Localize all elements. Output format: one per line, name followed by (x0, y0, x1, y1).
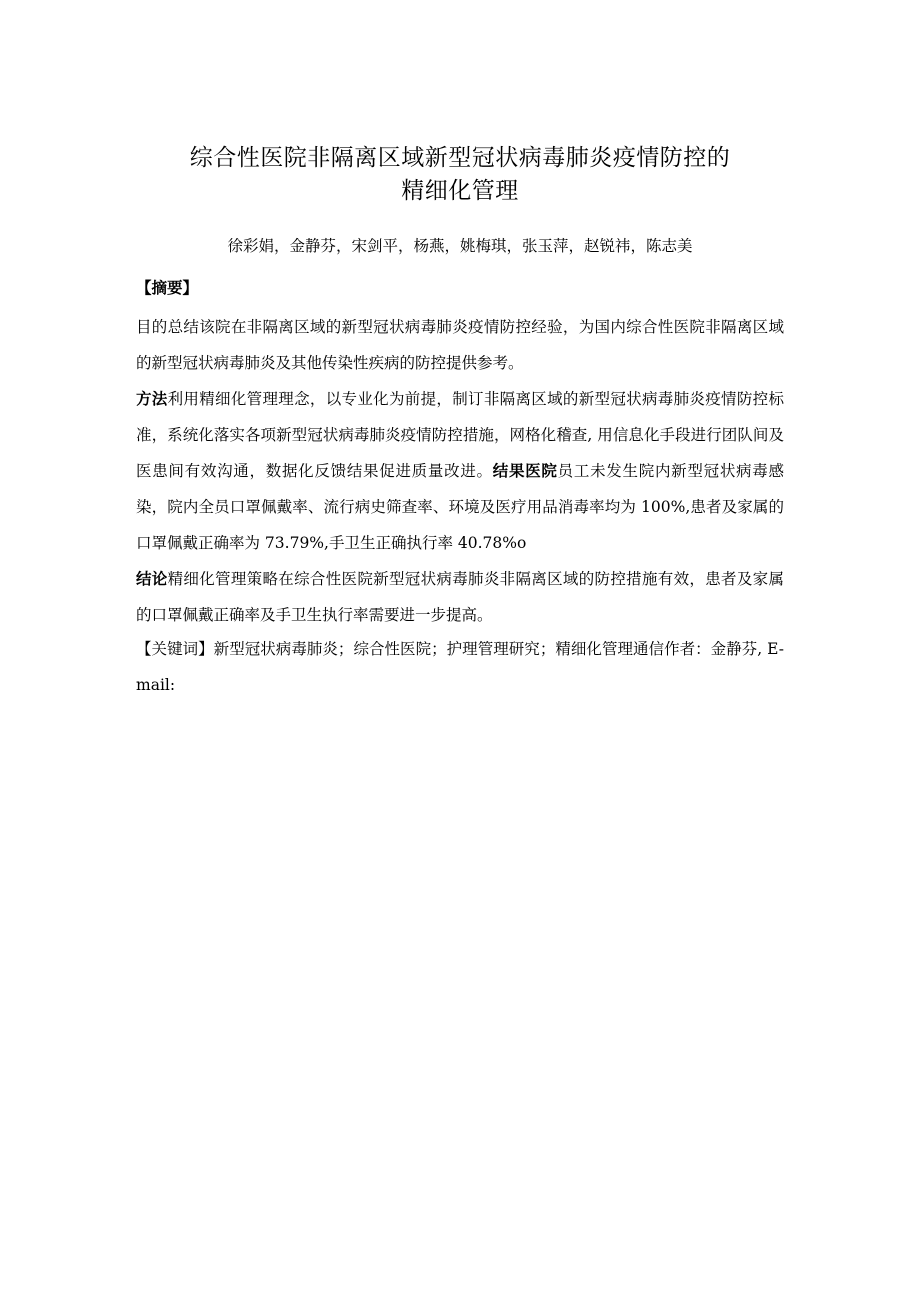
author-list: 徐彩娟，金静芬，宋剑平，杨燕，姚梅琪，张玉萍，赵锐祎，陈志美 (227, 237, 693, 255)
abstract-objective: 目的总结该院在非隔离区域的新型冠状病毒肺炎疫情防控经验，为国内综合性医院非隔离区域的新型冠状病毒肺炎及其他传染性疾病的防控提供参考。 (136, 318, 784, 372)
conclusion-label: 结论 (136, 570, 168, 588)
keywords-line: 【关键词】新型冠状病毒肺炎；综合性医院；护理管理研究；精细化管理通信作者：金静芬, E-mail: (136, 640, 784, 694)
abstract-heading: 【摘要】 (136, 279, 199, 297)
abstract-methods-results (136, 381, 784, 561)
results-label: 结果医院 (492, 462, 558, 480)
conclusion-text: 精细化管理策略在综合性医院新型冠状病毒肺炎非隔离区域的防控措施有效，患者及家属的口罩佩戴正确率及手卫生执行率需要进一步提高。 (136, 570, 784, 624)
methods-text: 利用精细化管理理念，以专业化为前提，制订非隔离区域的新型冠状病毒肺炎疫情防控标准，系统化落实各项新型冠状病毒肺炎疫情防控措施，网格化稽查, 用信息化手段进行团队间及医患间有效沟通，数据化反馈结果促进质量改进。 (136, 390, 784, 480)
methods-label: 方法 (136, 390, 168, 408)
results-text: 员工未发生院内新型冠状病毒感染，院内全员口罩佩戴率、流行病史筛查率、环境及医疗用品消毒率均为 100%,患者及家属的口罩佩戴正确率为 73.79%,手卫生正确执行率 40.78%o (136, 462, 784, 552)
paper-title-line-2: 精细化管理 (401, 178, 519, 204)
abstract-conclusion (136, 561, 784, 633)
paper-title-line-1: 综合性医院非隔离区域新型冠状病毒肺炎疫情防控的 (189, 145, 731, 171)
